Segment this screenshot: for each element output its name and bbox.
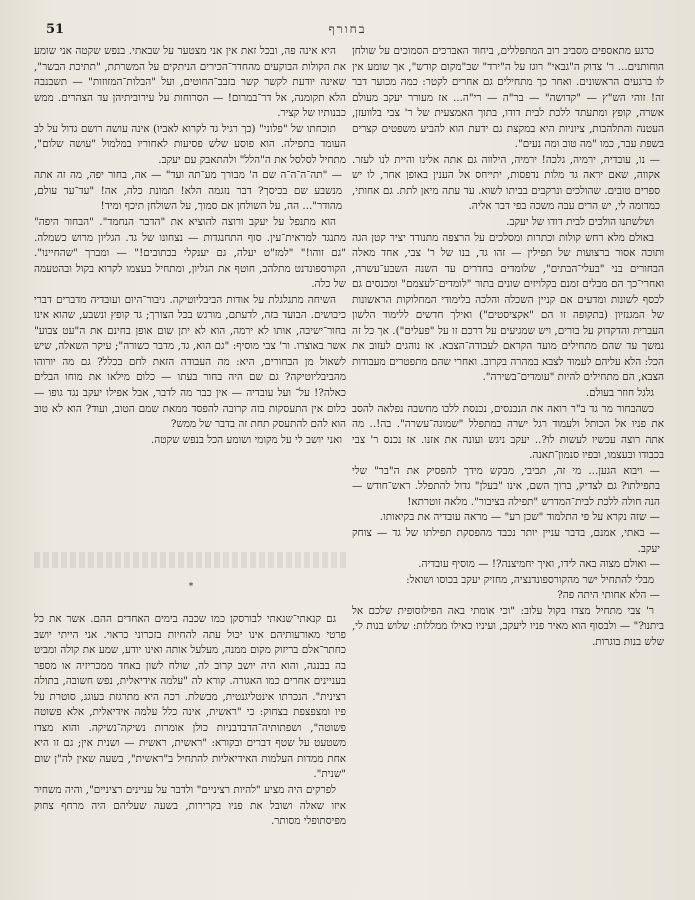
paragraph: מבלי להתחיל ישר מהקורספונדנציה, מחזיק יעקב בכוסו ושואל: [406,573,654,586]
dialog-paragraph: — ויבוא הגען... מי זה, תביבי, מבקש מידך להפסיק את ה"בר" שלי בתפילתו? גם לצדיק, ברוך השם, אינו "בעלן" גדול להתפלל. ראש־חודש — הנה חולה ללכת לבית־המדרש "תפילה בציבור". מלאה זוטרתא! [352,464,660,508]
dialog-paragraph: — "תה־ה־ה־ה שם ה' מבורך מע־תה ועד" — אה, בחור יפה, מה זה אתה מנשבע שם בכיסך? דבר נזגמה הלא! תמונת כלה, אה! "עד־עד עולם, מהודר"... הה, על השולחן אם סמוך, על השולחן תיכף ומיד! [34,169,342,213]
paragraph: כרגע מתאספים מסביב רוב המתפללים, ביחוד האברכים הסמוכים על שולחן הוחותנים... ר' צדוק ה"גבאי" רוגז על ה"ירד" שב"מקום קודש", אך שומע אין לו ברגעים הראשונים. ואחר כך מתחילים גם אחרים לקטר: כמה מכוער דבר זה! זוהי הש"ץ — "קדושה" — בר"ה — רי"ה... אז מעורר יעקב מעולם אשרה, קופץ ומתעתד ללכת לבית דודו, בתוך האמצעית של ר' צבי בלוועזן, העטנה והתלהבות, ציוניות היא במקצת גם ידעת הוא להביע משפטים קצרים בשפת עבר, כמו "מה טוב ומה נעים". [352,45,664,151]
left-column [34,44,346,574]
running-title: בחורף [328,22,367,36]
dialog-paragraph: — הלא אחותי היתה פה? [557,589,660,602]
paragraph: היא אינה פה, ובכל זאת אין אני מצטער על שבאתי. בנפש שקטה אני שומע את הקולות הבוקעים מהחדר־הכירים הניתקים על המשרתת, "תתיכת הבשר", שאינה יודעת לקשר קשר בזבב־החוטים, ועל "הבלות־המזוזות" — תשבנבה הלא תקומנה, אל דר־במרום! — הסרוחות על עירוביתיהן עד הצהרים. ממש כבנותיו של קציר. [34,45,346,120]
dialog-paragraph: ואני יושב לי על מקומי ושומע הכל בנפש שקטה. [150,433,342,446]
dialog-paragraph: — באתי, אמנם, בדבר עניין יותר נכבד מהפסקת תפילתו של גד — צוחק יעקב. [352,526,660,555]
page-header [28,22,667,44]
dialog-paragraph: — שזה נקרא על פי התלמוד "שכן רע" — מראה עובדיה את בקיאותו. [379,511,660,524]
dialog-paragraph: — ואולם מצוה באה לידו, ואיך יחמיצנה?! — מוסיף עובדיה. [418,558,660,571]
paragraph: גם קנאתי־שנאתי לבורסקן כמו שכבה בימים האחדים ההם. אשר את כל פרטי מאורעותיהם אינו יכול עתה להחיות בזכרוני כראוי. אני הייתי יושב כחתר־אלם בריזוק מקום ממנה, מעלעל אותה ואינו יודע, שמע את קולה ומביט בה בבנגה, והוא היה יושב קרוב לה, שולח לשון באחד ממכריזיה או מספר בעניינים אחרים כמו האגורה. קורא לה "עלמה אידיאלית, נפש חשובה, בתולה רצינית". הנכרתו אינטליגנטית, מבשלת. רכה היא מתרגזת בעוגג, סוטרת על פיו ומצפצפת בצחוק: כי "ראשית, אינה כלל עלמה אידיאלית, אלא פשוטה פשוטה", ושפתותיה־הדבדבניות כולן אומרות נשיקה־נשיקה. והוא מצדו משטעט על שטף דברים ובקורא: "ראשית, ראשית — ושנית אין; גם זו היא אחת ממדות העלמות האידיאליות להתחיל ב"ראשית", בשעה שאין לה"ן שום "שנית". [34,613,346,781]
section-break-marker: * [188,582,194,592]
paragraph: לפרקים היה מציע "להיות רציניים" ולדבר על עניינים רציניים", והיה משחיר איזו שאלה ושובל את פניו בקרירות, בשעה שעליהם היה מרחף צחוק מפיסתופלי מסותר. [34,784,346,828]
right-column [352,44,664,884]
paragraph: באולם מלא רחש קולות וכתרות ומסלכים על הרצפה מתנודד יציר קטן הגה ותוכה אסור ברצועות של תפילין — זהו גד, בנו של ר' צבי, אחד מאלה הבחורים בני "בעלי־הבתים", שלומדים בחדרים עד השנה השבע־עשרה, ואחרי־כך הם מבלים זמנם בקלויזים שונים בתור "לומדים־לעצמם" ומכנסים גם לכסף לשונות ומדעים אם קניין השכלה והלכה בלימודי המחלוקות הראשונות של המגנזיון (בתקופה זו הם "אקציסטים") ואילך חדשים ללימוד הלשון העברית והדקדוק על בורים, ויש שמגיעים על דרכם זו על "פעלים"). אך כל זה נמשך עד שהם מתחילים מועד הקראם לעבודה־הצבא. אז נוהגים לעזוב את הכל: הלא עליהם לעמוד לצבא במהרה בקרוב. ואחרי שהם מתפטרים מעבודות הצבא, הם מתחילים להיות "עומדים־בשירה". [352,231,664,384]
paragraph: תוכחתו של "פלוני" (כך רגיל גד לקרוא לאביו) אינה עושה רושם גדול על לב העומד בתפילה. הוא פוסע שלש פסיעות לאחוריו במלמול "עושה שלום", מתחיל לסלסל את ה"הלל" ולהתאבק עם יעקב. [34,122,346,166]
left-column-lower [34,612,346,862]
paragraph: הוא מתנפל על יעקב ורוצה להוציא את "הדבר הנחמד". "הבחור היפה" מתנגד למראית־עין. סוף התחנגדות — נצחונו של גד. הגליון מרוש כשמלה. "גם זוהו!" "למז"ט יעלה, גם יענקלי בכתובים!" — ומברך "שהחיינו". הקורספונדנט מתלהב, חוטף את הגליון, ומתחיל בעצמו לקרוא בקול ובהטעמה של כלה. [34,216,346,291]
page-number: 51 [46,22,65,37]
section-rule [34,552,346,568]
dialog-paragraph: — נו, עובדיה, ירמיה, גלכה! ירמיה, הילווה גם אתה אלינו והיית לנו לעזר. אקווה, שאם יראה גד מלות נדפסות, יתייחס אל הענין באופן אחר, לו יש ספרים טובים. שהולכים ונרקבים בביתו לשוא. עד עתה מיאן לתת. גם אחותי, כמדומה לי, יש הרים עבה משכה בפי דבר אליה. [352,153,660,213]
paragraph: ר' צבי מתחיל מצדו בקול עלוב: "וכי אומתי באה הפילוסופית שלכם אל ביתנו?" — ולבסוף הוא מאיר פניו ליעקב, ועיניו כאילו ממללות: שלוש בנות לי, שלש בנות בוגרות. [352,604,664,648]
paragraph: השיחה מתגלגלת על אודות הביבליוטיקה. גיבור־היום ועובדיה מדברים דברי כיבושים. הבועד בזה, לדעתם, מורגש בכל הצורך; גד קופץ ונשבע, שהוא אינו בחור־ישיבה, אותו לא ירמה, הוא לא יתן שום אופן בחינם את ה"עט צבוע" אשר באוצרו. ור' צבי מוסיף: "גם הוא, גד, מדבר כשורה"; עיקר השאלה, שיש לשאול מן הבחורים, היא: מה העבודה הזאת לחם בכלל? גם מה יורוהו מהביבליוטיקה? גם שם היה בחור בעתו — כלום מילאו את מוחו הבלים כאלה?! על־ ועל עובדיה — אין כבר מה לדבר, אבל אפילו יעקב נגד גופו — כלום אין התעסקות בזה קרובה להפסד ממאת שמם הטוב, ועוד? הוא לא טוב הוא להם להתעסק תחת זה בדבר של ממש? [34,293,346,431]
paragraph: ושלשתנו הולכים לבית דודו של יעקב. [506,216,654,229]
paragraph: גלגל חוזר בעולם. [585,387,654,400]
paragraph: כשהבחור מר גד ב"ר רואה את הנכנסים, נכנסת ללבו מחשבה נפלאה להסב את פניו אל הכותל ולעמוד רגל ישרה כמתפלל "שמונה־עשרה". בה!.. מה אתה רוצה עכשיו לעשות לו?.. יעקב ניגש ועונה את אזנו. אז נכנס ר' צבי בכבודו ובעצמו, ובפיו סנמון־תאנה. [352,402,664,462]
